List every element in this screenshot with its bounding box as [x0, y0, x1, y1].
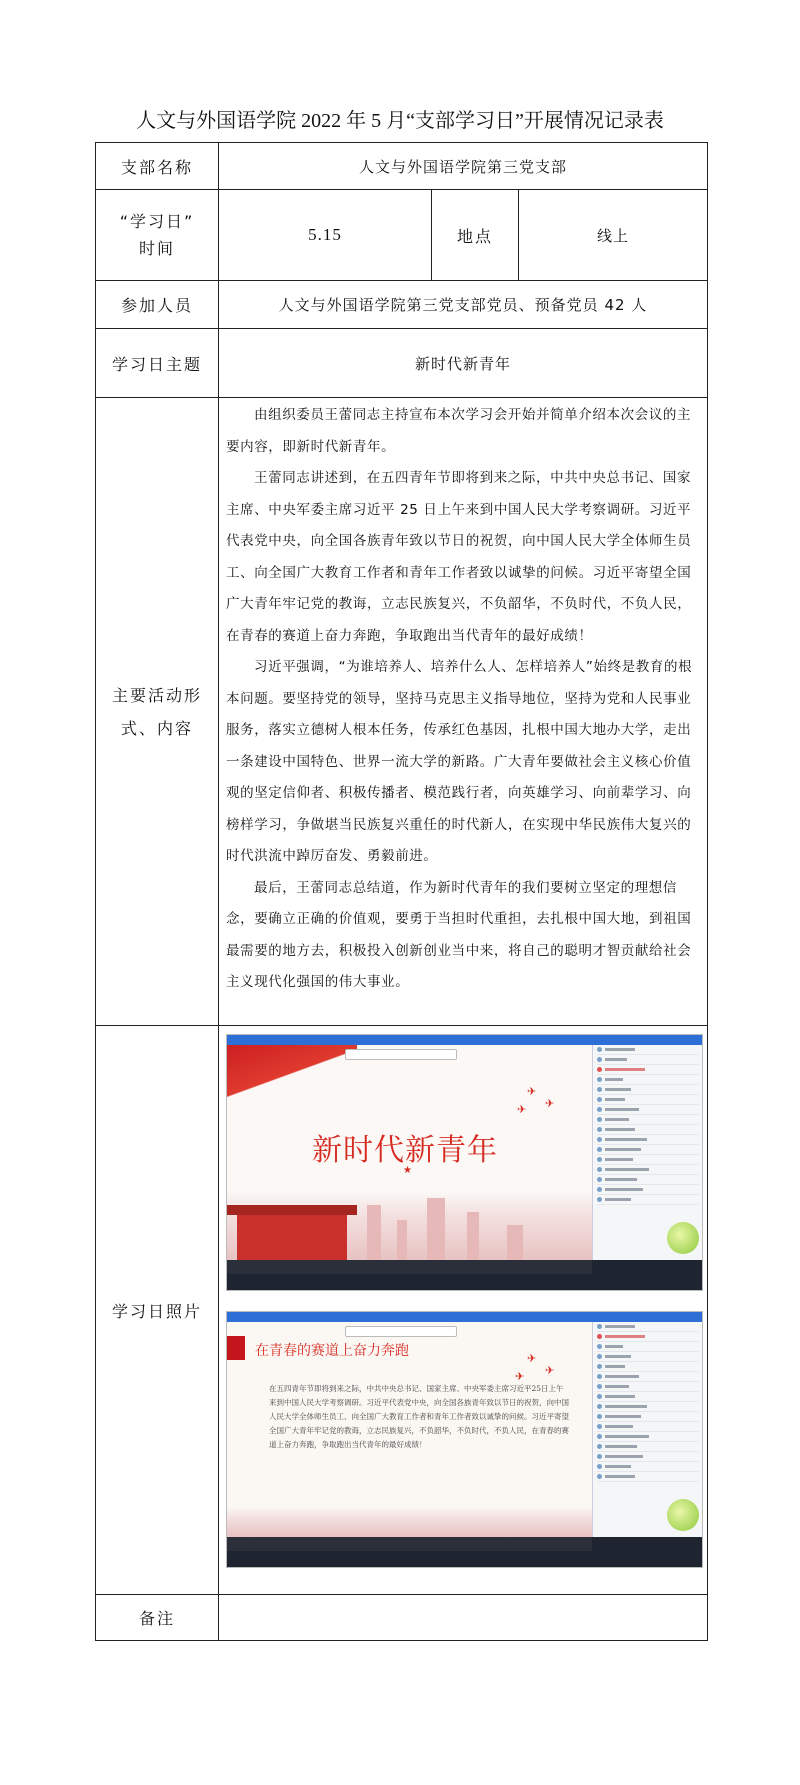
slide-body-text: 在五四青年节即将到来之际，中共中央总书记、国家主席、中央军委主席习近平25日上午来到中国人民大学考察调研。习近平代表党中央，向全国各族青年致以节日的祝贺，向中国人民大学全体师生员工、向全国广大教育工作者和青年工作者致以诚挚的问候。习近平寄望全国广大青年牢记党的教诲，立志民族复兴，不负韶华，不负时代，不负人民，在青春的赛道上奋力奔跑，争取跑出当代青年的最好成绩！ [269, 1384, 569, 1449]
branch-value: 人文与外国语学院第三党支部 [219, 143, 708, 190]
dove-icon: ✈ [527, 1352, 537, 1365]
window-titlebar [227, 1035, 702, 1045]
content-label-line2: 式、内容 [120, 718, 193, 738]
content-paragraph: 最后，王蕾同志总结道，作为新时代青年的我们要树立坚定的理想信念，要确立正确的价值观，要勇于当担时代重担，去扎根中国大地，到祖国最需要的地方去，积极投入创新创业当中来，将自己的聪明才智贡献给社会主义现代化强国的伟大事业。 [226, 879, 692, 990]
content-paragraph: 由组织委员王蕾同志主持宣布本次学习会开始并简单介绍本次会议的主要内容，即新时代新青年。 [226, 407, 692, 455]
branch-label: 支部名称 [96, 143, 219, 190]
row-content [96, 398, 708, 1026]
participants-label: 参加人员 [96, 281, 219, 329]
flag-graphic [227, 1045, 357, 1105]
red-accent [227, 1336, 245, 1360]
content-text [219, 398, 708, 1026]
dove-icon: ✈ [545, 1097, 555, 1110]
date-label-line2: 时间 [138, 239, 175, 258]
record-table [95, 142, 708, 1641]
content-paragraph: 王蕾同志讲述到，在五四青年节即将到来之际，中共中央总书记、国家主席、中央军委主席习近平 25 日上午来到中国人民大学考察调研。习近平代表党中央，向全国各族青年致以节日的祝贺，向中国人民大学全体师生员工、向全国广大教育工作者和青年工作者致以诚挚的问候。习近平寄望全国广大青年牢记党的教诲，立志民族复兴，不负韶华，不负时代，不负人民，在青春的赛道上奋力奔跑，争取跑出当代青年的最好成绩！ [226, 470, 692, 644]
row-theme [96, 329, 708, 398]
row-remarks [96, 1595, 708, 1641]
date-value: 5.15 [219, 190, 432, 281]
photos-label: 学习日照片 [96, 1026, 219, 1595]
participant-list[interactable] [592, 1045, 703, 1260]
row-photos [96, 1026, 708, 1595]
star-icon: ★ [403, 1165, 412, 1176]
dove-icon: ✈ [545, 1364, 555, 1377]
row-participants [96, 281, 708, 329]
lime-sticker-icon [667, 1499, 699, 1531]
share-toolbar [345, 1049, 457, 1060]
share-toolbar [345, 1326, 457, 1337]
remarks-label: 备注 [96, 1595, 219, 1641]
skyline-graphic [227, 1507, 592, 1537]
row-date [96, 190, 708, 281]
gate-graphic [237, 1215, 347, 1260]
participant-list[interactable] [592, 1322, 703, 1537]
taskbar [227, 1537, 702, 1567]
dove-icon: ✈ [527, 1085, 537, 1098]
content-label [96, 398, 219, 1026]
theme-value: 新时代新青年 [219, 329, 708, 398]
content-paragraph: 习近平强调，“为谁培养人、培养什么人、怎样培养人”始终是教育的根本问题。要坚持党的领导，坚持马克思主义指导地位，坚持为党和人民事业服务，落实立德树人根本任务，传承红色基因，扎根中国大地办大学，走出一条建设中国特色、世界一流大学的新路。广大青年要做社会主义核心价值观的坚定信仰者、积极传播者、模范践行者，向英雄学习、向前辈学习、向榜样学习，争做堪当民族复兴重任的时代新人，在实现中华民族伟大复兴的时代洪流中踔厉奋发、勇毅前进。 [226, 659, 693, 864]
window-titlebar [227, 1312, 702, 1322]
gate-roof-graphic [227, 1205, 357, 1215]
lime-sticker-icon [667, 1222, 699, 1254]
meeting-screenshot-2 [226, 1311, 703, 1568]
slide-area [227, 1045, 592, 1260]
dove-icon: ✈ [517, 1103, 527, 1116]
theme-label: 学习日主题 [96, 329, 219, 398]
place-label: 地点 [432, 190, 519, 281]
date-label-line1: “学习日” [119, 212, 195, 231]
content-label-line1: 主要活动形 [111, 685, 202, 705]
photos-cell [219, 1026, 708, 1595]
place-value: 线上 [519, 190, 708, 281]
remarks-value [219, 1595, 708, 1641]
participants-value: 人文与外国语学院第三党支部党员、预备党员 42 人 [219, 281, 708, 329]
slide-subtitle: 在青春的赛道上奋力奔跑 [255, 1343, 409, 1359]
date-label [96, 190, 219, 281]
document-title: 人文与外国语学院 2022 年 5 月“支部学习日”开展情况记录表 [136, 110, 664, 132]
slide-area [227, 1322, 592, 1537]
row-branch [96, 143, 708, 190]
meeting-screenshot-1 [226, 1034, 703, 1291]
taskbar [227, 1260, 702, 1290]
slide-title: 新时代新青年 [312, 1133, 498, 1168]
dove-icon: ✈ [515, 1370, 525, 1383]
